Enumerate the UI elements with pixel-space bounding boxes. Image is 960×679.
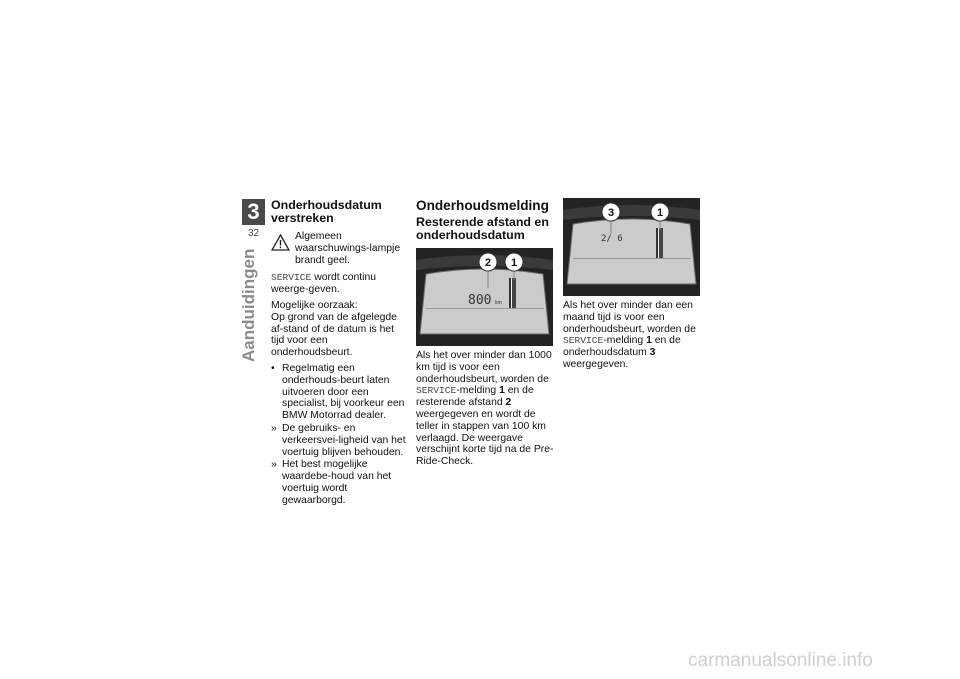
section-service-message	[416, 198, 556, 472]
watermark: carmanualsonline.info	[688, 650, 873, 671]
dashboard-image	[416, 248, 553, 346]
list-item: » De gebruiks- en verkeersvei-ligheid van het voertuig blijven behouden.	[271, 422, 406, 458]
warning-text: Algemeen waarschuwings-lampje brandt geel.	[295, 231, 401, 266]
list-item: • Regelmatig een onderhouds-beurt laten uitvoeren door een specialist, bij voorkeur een BMW Motorrad dealer.	[271, 362, 405, 422]
section-heading: Onderhoudsmelding	[416, 198, 549, 213]
dashboard-display-date	[563, 198, 700, 296]
section-title: Onderhoudsdatum verstreken	[271, 198, 382, 225]
service-code: SERVICE	[563, 335, 604, 347]
svg-text:3: 3	[607, 207, 615, 219]
section-service-date	[563, 198, 703, 375]
section-service-overdue	[271, 199, 407, 508]
warning-note	[271, 231, 407, 266]
display-value: 800	[468, 293, 492, 308]
service-line	[271, 272, 407, 296]
section-subheading: Resterende afstand en onderhoudsdatum	[416, 215, 549, 242]
svg-text:1: 1	[510, 257, 518, 269]
page-number: 32	[247, 228, 260, 239]
service-message-text: Als het over minder dan 1000 km tijd is voor een onderhoudsbeurt, worden de SERVICE-melding 1 en de resterende afstand 2 weergegeven en wordt de teller in stappen van 100 km verlaagd. De weergave verschijnt korte tijd na de Pre-Ride-Check.	[416, 350, 554, 468]
chapter-number: 3	[242, 199, 265, 225]
service-date-text: Als het over minder dan een maand tijd is voor een onderhoudsbeurt, worden de SERVICE-melding 1 en de onderhoudsdatum 3 weergegeven.	[563, 300, 696, 370]
list-item: » Het best mogelijke waardebe-houd van het voertuig wordt gewaarborgd.	[271, 459, 392, 506]
chapter-side-label: Aanduidingen	[239, 248, 258, 362]
action-list	[271, 363, 407, 507]
svg-text:2: 2	[484, 257, 492, 269]
dashboard-display-distance	[416, 248, 553, 346]
cause-label: Mogelijke oorzaak:	[271, 299, 358, 311]
cause-text: Op grond van de afgelegde af-stand of de datum is het tijd voor een onderhoudsbeurt.	[271, 311, 397, 359]
display-unit: km	[495, 300, 502, 306]
dashboard-image	[563, 198, 700, 296]
cause-block	[271, 300, 407, 312]
service-code: SERVICE	[271, 272, 312, 284]
warning-triangle-icon	[271, 234, 290, 251]
display-value: 2/ 6	[601, 234, 623, 244]
service-text: wordt continu weerge-geven.	[271, 272, 377, 296]
service-code: SERVICE	[416, 385, 457, 397]
svg-text:1: 1	[656, 207, 664, 219]
